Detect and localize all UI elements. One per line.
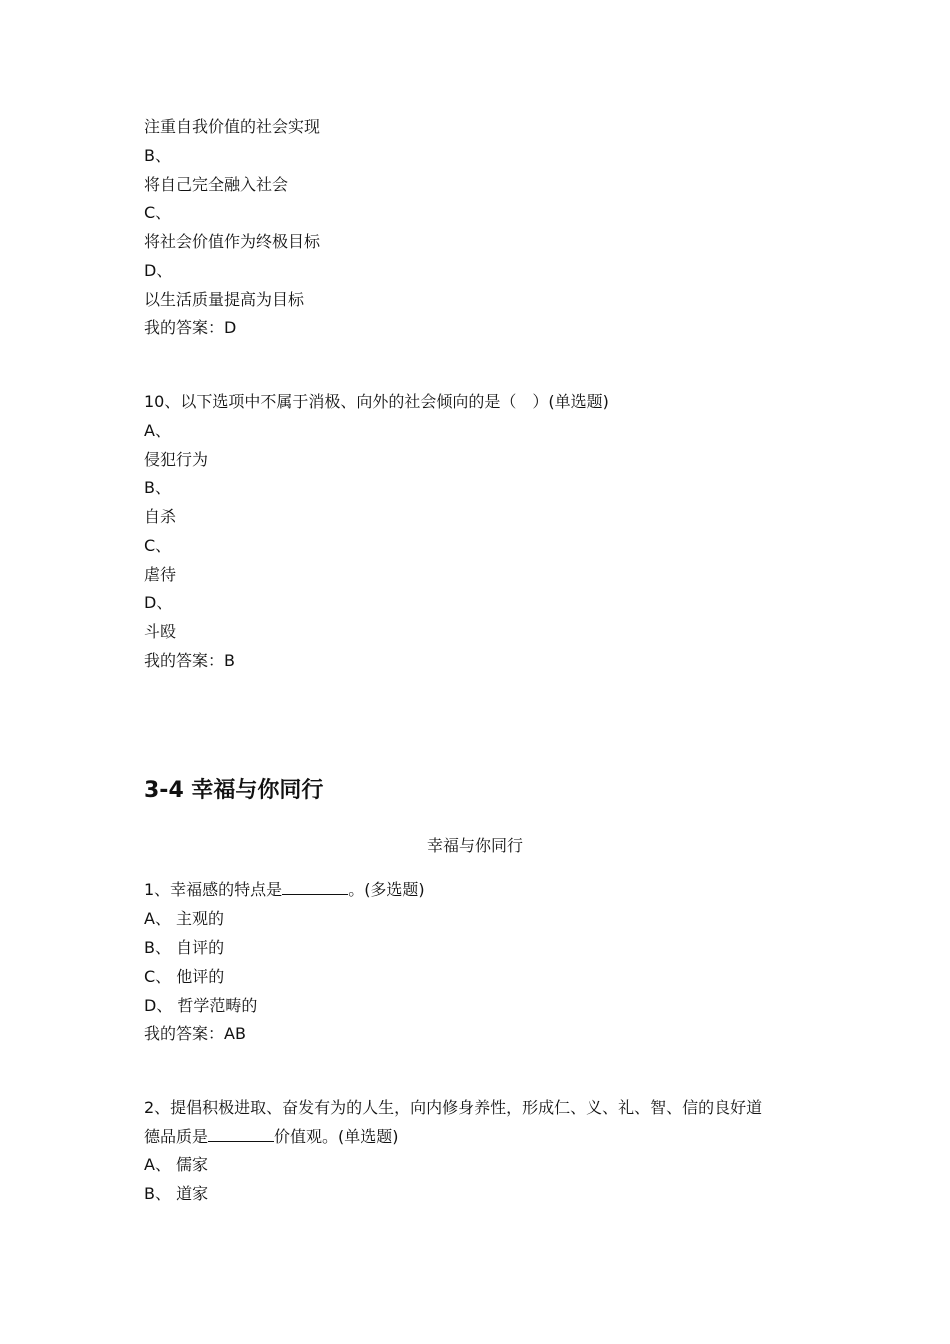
answer-blank xyxy=(208,1127,274,1142)
section-q1-end: 。(多选题) xyxy=(348,880,425,899)
section-subtitle: 幸福与你同行 xyxy=(426,836,523,855)
q10-option-d-text: 斗殴 xyxy=(144,622,177,641)
q10-option-c-label: C、 xyxy=(144,536,172,555)
answer-line: 我的答案：D xyxy=(144,318,237,337)
q10-option-a-text: 侵犯行为 xyxy=(144,450,209,469)
q10-option-a-label: A、 xyxy=(144,421,171,440)
section-q2-line2-end: 价值观。(单选题) xyxy=(274,1127,399,1146)
section-q2-line2 xyxy=(144,1127,399,1147)
s-q1-option-a: A、 主观的 xyxy=(144,909,225,928)
s-q1-option-b: B、 自评的 xyxy=(144,938,225,957)
q10-option-b-text: 自杀 xyxy=(144,507,177,526)
option-c-label: C、 xyxy=(144,203,172,222)
answer-blank xyxy=(282,880,348,895)
s-q2-option-b: B、 道家 xyxy=(144,1184,209,1203)
option-d-label: D、 xyxy=(144,261,173,280)
q10-answer: 我的答案：B xyxy=(144,651,235,670)
option-a-text: 注重自我价值的社会实现 xyxy=(144,117,321,136)
option-d-text: 以生活质量提高为目标 xyxy=(144,290,305,309)
s-q1-option-d: D、 哲学范畴的 xyxy=(144,996,258,1015)
q10-option-b-label: B、 xyxy=(144,478,171,497)
question-10: 10、以下选项中不属于消极、向外的社会倾向的是（ ）(单选题) xyxy=(144,392,609,411)
option-b-label: B、 xyxy=(144,146,171,165)
s-q1-option-c: C、 他评的 xyxy=(144,967,225,986)
section-q1 xyxy=(144,880,425,900)
q10-option-c-text: 虐待 xyxy=(144,565,177,584)
s-q2-option-a: A、 儒家 xyxy=(144,1155,209,1174)
s-q1-answer: 我的答案：AB xyxy=(144,1024,246,1043)
section-heading: 3-4 幸福与你同行 xyxy=(144,778,324,803)
section-q2-line2-start: 德品质是 xyxy=(144,1127,209,1146)
option-b-text: 将自己完全融入社会 xyxy=(144,175,289,194)
option-c-text: 将社会价值作为终极目标 xyxy=(144,232,321,251)
q10-option-d-label: D、 xyxy=(144,593,173,612)
section-q2-line1: 2、提倡积极进取、奋发有为的人生，向内修身养性，形成仁、义、礼、智、信的良好道 xyxy=(144,1098,763,1117)
section-q1-start: 1、幸福感的特点是 xyxy=(144,880,283,899)
